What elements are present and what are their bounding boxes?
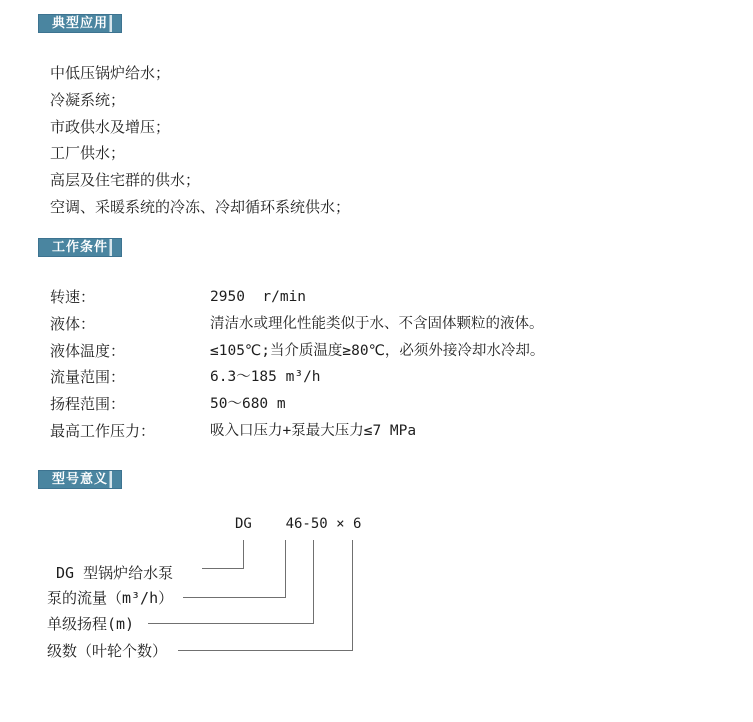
section-header-model-meaning [38, 470, 122, 489]
model-label-single-stage-head: 单级扬程(m) [47, 615, 135, 633]
condition-value-max-working-pressure: 吸入口压力+泵最大压力≤7 MPa [210, 422, 417, 439]
condition-label-max-working-pressure: 最高工作压力： [50, 421, 156, 440]
list-item: 工厂供水； [50, 144, 126, 163]
list-item: 冷凝系统； [50, 90, 126, 109]
list-item: 市政供水及增压； [50, 117, 171, 136]
table-row [50, 418, 710, 445]
working-conditions-table [50, 284, 710, 445]
condition-label-liquid-temperature: 液体温度： [50, 341, 126, 360]
list-item: 高层及住宅群的供水； [50, 171, 201, 190]
connector-line-head-horizontal [148, 623, 314, 624]
table-row [50, 364, 710, 391]
table-row [50, 284, 710, 311]
condition-value-flow-range: 6.3～185 m³/h [210, 369, 321, 386]
condition-label-head-range: 扬程范围： [50, 395, 126, 414]
condition-value-liquid-temperature: ≤105℃;当介质温度≥80℃，必须外接冷却水冷却。 [210, 342, 545, 359]
model-label-stage-count: 级数（叶轮个数） [47, 642, 168, 660]
connector-line-stages-horizontal [178, 650, 353, 651]
connector-line-dg-horizontal [202, 568, 244, 569]
condition-label-liquid: 液体： [50, 314, 96, 333]
condition-label-flow-range: 流量范围： [50, 368, 126, 387]
connector-line-flow-horizontal [183, 597, 286, 598]
table-row [50, 391, 710, 418]
table-row [50, 311, 710, 338]
connector-line-head-vertical [313, 540, 314, 624]
model-label-flow: 泵的流量（m³/h） [47, 589, 174, 607]
connector-line-dg-vertical [243, 540, 244, 569]
model-code: DG 46-50 × 6 [235, 516, 362, 532]
condition-value-head-range: 50～680 m [210, 396, 286, 413]
section-header-applications-label: 典型应用 [51, 16, 108, 31]
applications-list [50, 60, 350, 221]
condition-value-speed: 2950 r/min [210, 289, 307, 305]
section-header-working-conditions-label: 工作条件 [51, 240, 108, 255]
section-header-working-conditions [38, 238, 122, 257]
list-item: 空调、采暖系统的冷冻、冷却循环系统供水； [50, 197, 351, 216]
table-row [50, 338, 710, 365]
connector-line-stages-vertical [352, 540, 353, 651]
list-item: 中低压锅炉给水； [50, 64, 171, 82]
condition-label-speed: 转速： [50, 288, 96, 306]
condition-value-liquid: 清洁水或理化性能类似于水、不含固体颗粒的液体。 [210, 315, 544, 332]
section-header-applications [38, 14, 122, 33]
model-label-pump-type: DG 型锅炉给水泵 [56, 564, 174, 582]
connector-line-flow-vertical [285, 540, 286, 598]
section-header-model-meaning-label: 型号意义 [51, 472, 108, 487]
